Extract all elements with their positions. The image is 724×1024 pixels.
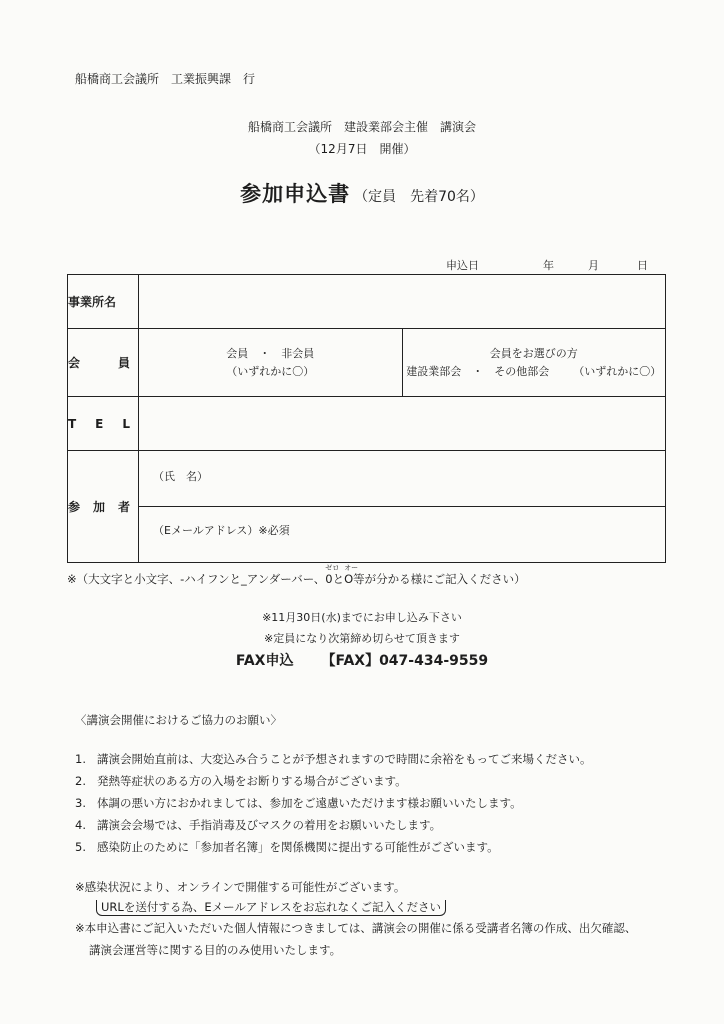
list-item: 2. 発熱等症状のある方の入場をお断りする場合がございます。 (75, 774, 407, 788)
event-date: （12月7日 開催） (308, 142, 416, 156)
list-item: 4. 講演会会場では、手指消毒及びマスクの着用をお願いいたします。 (75, 818, 442, 832)
request-title: 〈講演会開催におけるご協力のお願い〉 (75, 713, 282, 727)
fax-label: FAX申込 (235, 653, 294, 669)
addressee: 船橋商工会議所 工業振興課 行 (75, 72, 256, 86)
fax-number: 【FAX】047-434-9559 (321, 653, 489, 669)
name-field[interactable] (139, 451, 666, 507)
list-item: 1. 講演会開始直前は、大変込み合うことが予想されますので時間に余裕をもってご来場ください。 (75, 752, 592, 766)
member-choice-cell[interactable] (139, 329, 403, 397)
email-label: （Eメールアドレス）※必須 (153, 524, 290, 537)
application-date-year: 年 (543, 259, 554, 272)
capacity-note: ※定員になり次第締め切らせて頂きます (264, 632, 460, 645)
input-note: ※（大文字と小文字、-ハイフンと_アンダーバー、 ゼロ 0と オー O等が分かる様にご記入ください） (67, 564, 526, 586)
section-title: 会員をお選びの方 (489, 346, 578, 360)
member-label: 会 員 (68, 329, 139, 397)
title-main: 参加申込書 (240, 182, 351, 206)
title-sub: （定員 先着70名） (354, 189, 484, 205)
deadline-note: ※11月30日(水)までにお申し込み下さい (262, 611, 462, 624)
member-choice-note: （いずれかに〇） (226, 364, 315, 378)
application-form (67, 274, 666, 563)
application-date-month: 月 (588, 259, 599, 272)
organizer-line: 船橋商工会議所 建設業部会主催 講演会 (247, 120, 476, 134)
url-note: URLを送付する為、Eメールアドレスをお忘れなくご記入ください (96, 899, 446, 915)
request-list (75, 748, 592, 858)
application-date-day: 日 (637, 259, 648, 272)
email-field[interactable] (139, 507, 666, 563)
member-choice: 会員 ・ 非会員 (226, 346, 315, 360)
list-item: 5. 感染防止のために「参加者名簿」を関係機関に提出する可能性がございます。 (75, 840, 499, 854)
application-date (446, 257, 648, 273)
section-choice: 建設業部会 ・ その他部会 （いずれかに〇） (406, 364, 662, 378)
tel-label: T E L (68, 397, 139, 451)
application-date-label: 申込日 (446, 259, 479, 272)
participant-label: 参 加 者 (68, 451, 139, 563)
tel-field[interactable] (139, 397, 666, 451)
online-note: ※感染状況により、オンラインで開催する可能性がございます。 (75, 880, 406, 894)
fax-line (0, 650, 724, 670)
privacy-note-line-2: 講演会運営等に関する目的のみ使用いたします。 (89, 943, 342, 957)
company-label: 事業所名 (68, 275, 139, 329)
page-title (0, 178, 724, 208)
list-item: 3. 体調の悪い方におかれましては、参加をご遠慮いただけます様お願いいたします。 (75, 796, 522, 810)
company-field[interactable] (139, 275, 666, 329)
section-choice-cell[interactable] (402, 329, 666, 397)
privacy-note-line-1: ※本申込書にご記入いただいた個人情報につきましては、講演会の開催に係る受講者名簿の作成、出欠確認、 (75, 921, 637, 935)
name-label: （氏 名） (153, 470, 208, 483)
